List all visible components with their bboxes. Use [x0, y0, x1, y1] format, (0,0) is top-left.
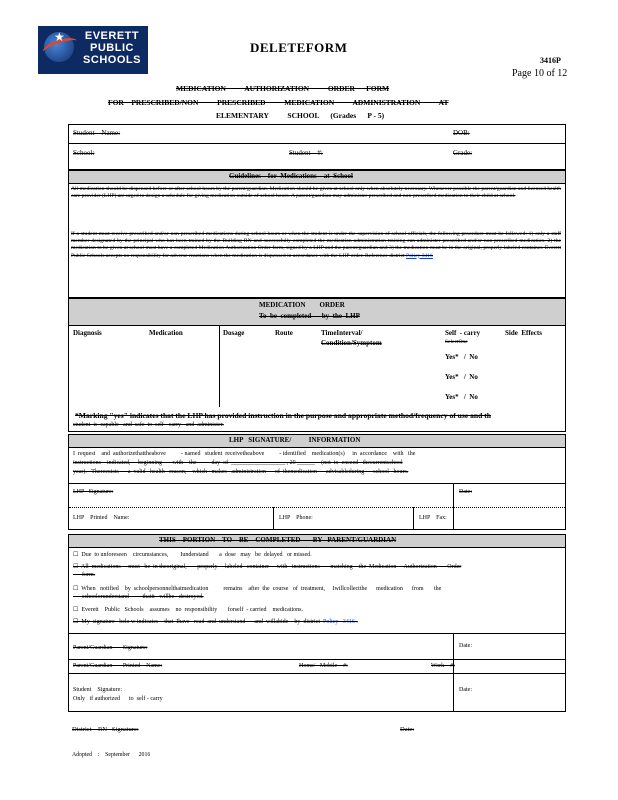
form-title-line2: FOR PRESCRIBED/NON PRESCRIBED MEDICATION ADMINISTRATION AT [108, 98, 449, 107]
col-medication: Medication [149, 329, 183, 337]
acknowledgement-destroyed: schoolorunderstand thatit willbe destroyed. [73, 594, 204, 600]
parent-signature-field[interactable]: Parent/Guardian Signature: [73, 645, 148, 651]
acknowledgement-original-container[interactable]: ☐ All medications must be in theoriginal, properly labeled container with instructions matching the Medication Authorization Order [73, 564, 462, 570]
column-divider [453, 483, 454, 529]
student-number-field[interactable]: Student #: [289, 149, 323, 157]
acknowledgement-signature-agreement-text: ☐ My signature belo w indicates that Ihave read and understand and willabide by district [73, 619, 320, 625]
district-rn-signature-field[interactable]: District RN Signature: [72, 726, 139, 733]
column-divider [219, 325, 220, 407]
self-carry-choice-2[interactable]: Yes* / No [445, 373, 478, 381]
lhp-authorization-line3: year). Thereexists a valid health reason, which makes administration of themedication advisableduring school hours. [73, 469, 409, 475]
runner-icon: ★ [54, 30, 65, 44]
acknowledgement-dose-delay[interactable]: ☐ Due to unforeseen circumstances, Iunderstand a dose may be delayed or missed. [73, 552, 312, 558]
self-carry-note-2: student is capable and safe to self - carry and administer. [73, 422, 224, 428]
district-rn-date-field[interactable]: Date: [400, 726, 415, 733]
divider [69, 483, 565, 484]
col-self-carry: Self - carry [445, 329, 481, 337]
guidelines-paragraph-2 [71, 231, 561, 260]
med-order-subtitle: To be completed by the LHP [259, 312, 360, 320]
self-carry-choice-3[interactable]: Yes* / No [445, 393, 478, 401]
column-divider [413, 507, 414, 529]
med-order-title: MEDICATION ORDER [259, 301, 345, 309]
lhp-header [69, 435, 565, 448]
student-name-field[interactable]: Student Name: [73, 129, 121, 137]
home-mobile-field[interactable]: Home/ Mobile #: [299, 663, 348, 669]
page-title: DELETEFORM [250, 40, 348, 55]
lhp-date-field[interactable]: Date: [459, 489, 472, 495]
policy-link[interactable]: Policy 3416 . [322, 619, 358, 625]
work-phone-field[interactable]: Work #: [431, 663, 455, 669]
divider [69, 143, 565, 144]
col-condition: Condition/Symptom [321, 339, 382, 347]
lhp-authorization-line2: instructions indicated, beginning with the day of __________________ , 20 ______ (not to exceed thecurrentschool [73, 460, 403, 466]
col-select-one: SelectOne [445, 339, 468, 345]
policy-link[interactable]: Policy 3416 [406, 252, 433, 259]
logo-text: EVERETT PUBLIC SCHOOLS [83, 30, 141, 66]
parent-section [68, 534, 566, 712]
self-carry-note: *Marking "yes" indicates that the LHP has provided instruction in the purpose and appropriate method/frequency of use and th [75, 411, 492, 420]
medication-order-section [68, 298, 566, 432]
column-divider [453, 633, 454, 711]
divider [69, 673, 565, 674]
guidelines-header [69, 171, 565, 184]
parent-header [69, 535, 565, 548]
divider [69, 633, 565, 634]
acknowledgement-self-carried[interactable]: ☐ Everett Public Schools assumes no responsibility forself - carried medications. [73, 607, 304, 613]
med-order-header [69, 299, 565, 326]
guidelines-title: Guidelines for Medications at School [229, 172, 353, 180]
dob-field[interactable]: DOB: [453, 129, 470, 137]
col-time: TimeInterval/ [321, 329, 363, 337]
lhp-printed-name-field[interactable]: LHP Printed Name: [73, 515, 130, 521]
divider [69, 507, 565, 508]
acknowledgement-form-continued: form. [73, 572, 96, 578]
student-signature-field[interactable]: Student Signature: [73, 687, 122, 693]
school-field[interactable]: School: [73, 149, 95, 157]
district-logo [38, 26, 148, 74]
student-info-section [68, 124, 566, 170]
form-title-line1: MEDICATION AUTHORIZATION ORDER FORM [176, 84, 390, 93]
col-dosage: Dosage [223, 329, 245, 337]
adopted-date: Adopted : September 2016 [72, 752, 151, 758]
lhp-signature-field[interactable]: LHP Signature: [73, 489, 114, 495]
lhp-authorization-line1: I request and authorizethattheabove - named student receivetheabove - identified medication(s) in accordance with the [73, 451, 416, 457]
student-signature-note: Only if authorized to self - carry [73, 696, 163, 702]
parent-title: THIS PORTION TO BE COMPLETED BY PARENT/GUARDIAN [159, 536, 397, 544]
self-carry-choice-1[interactable]: Yes* / No [445, 353, 478, 361]
acknowledgement-collect-medication[interactable]: ☐ When notified by schoolpersonnelthatmedication remains after the course of treatment, Iwillcollectthe medication from the [73, 586, 442, 592]
divider [69, 659, 565, 660]
parent-printed-name-field[interactable]: Parent/Guardian Printed Name: [73, 663, 163, 669]
guidelines-paragraph-1: All medication should be dispensed before or after school hours by the parent/guardian. Medication should be given at school only when absolutely necessary. Whenever possible the parent/guardian and licensed health care provider (LHP) are urged to design a schedule for giving medication outside of school hours. A parent/guardian may administer prescribed and non-prescribed medication to their child at school. [71, 186, 561, 200]
grade-field[interactable]: Grade: [453, 149, 473, 157]
student-date-field[interactable]: Date: [459, 687, 472, 693]
lhp-section [68, 434, 566, 530]
col-side-effects: Side Effects [505, 329, 542, 337]
parent-date-field[interactable]: Date: [459, 643, 472, 649]
lhp-title: LHP SIGNATURE/ INFORMATION [229, 436, 361, 444]
lhp-phone-field[interactable]: LHP Phone: [279, 515, 313, 521]
lhp-fax-field[interactable]: LHP Fax: [419, 515, 447, 521]
form-code: 3416P [540, 56, 561, 65]
acknowledgement-signature-agreement[interactable] [73, 618, 358, 625]
col-diagnosis: Diagnosis [73, 329, 102, 337]
form-title-line3: ELEMENTARY SCHOOL (Grades P - 5) [216, 111, 385, 120]
col-route: Route [275, 329, 293, 337]
page-number: Page 10 of 12 [512, 68, 568, 79]
guidelines-paragraph-2-text: If a student must receive prescribed and/or non-prescribed medications during school hours or when the student is under the supervision of school officials, the following procedure must be followed: 1) only a staff member designated by the principal who has been trained by the Building RN and successfully completed the medication administration training can administer prescribed and/or non-prescribed medication. 2) the medication to be given at school must have a completed Medication Authorization Order form, signed by a LHP and the parent/guardian and 3) the medication must be in the original, properly labeled container. Everett Public Schools accepts no responsibility for adverse reactions when the medication is dispensed in accordance with the LHP order. Reference district [71, 231, 561, 259]
guidelines-section [68, 170, 566, 298]
column-divider [273, 507, 274, 529]
